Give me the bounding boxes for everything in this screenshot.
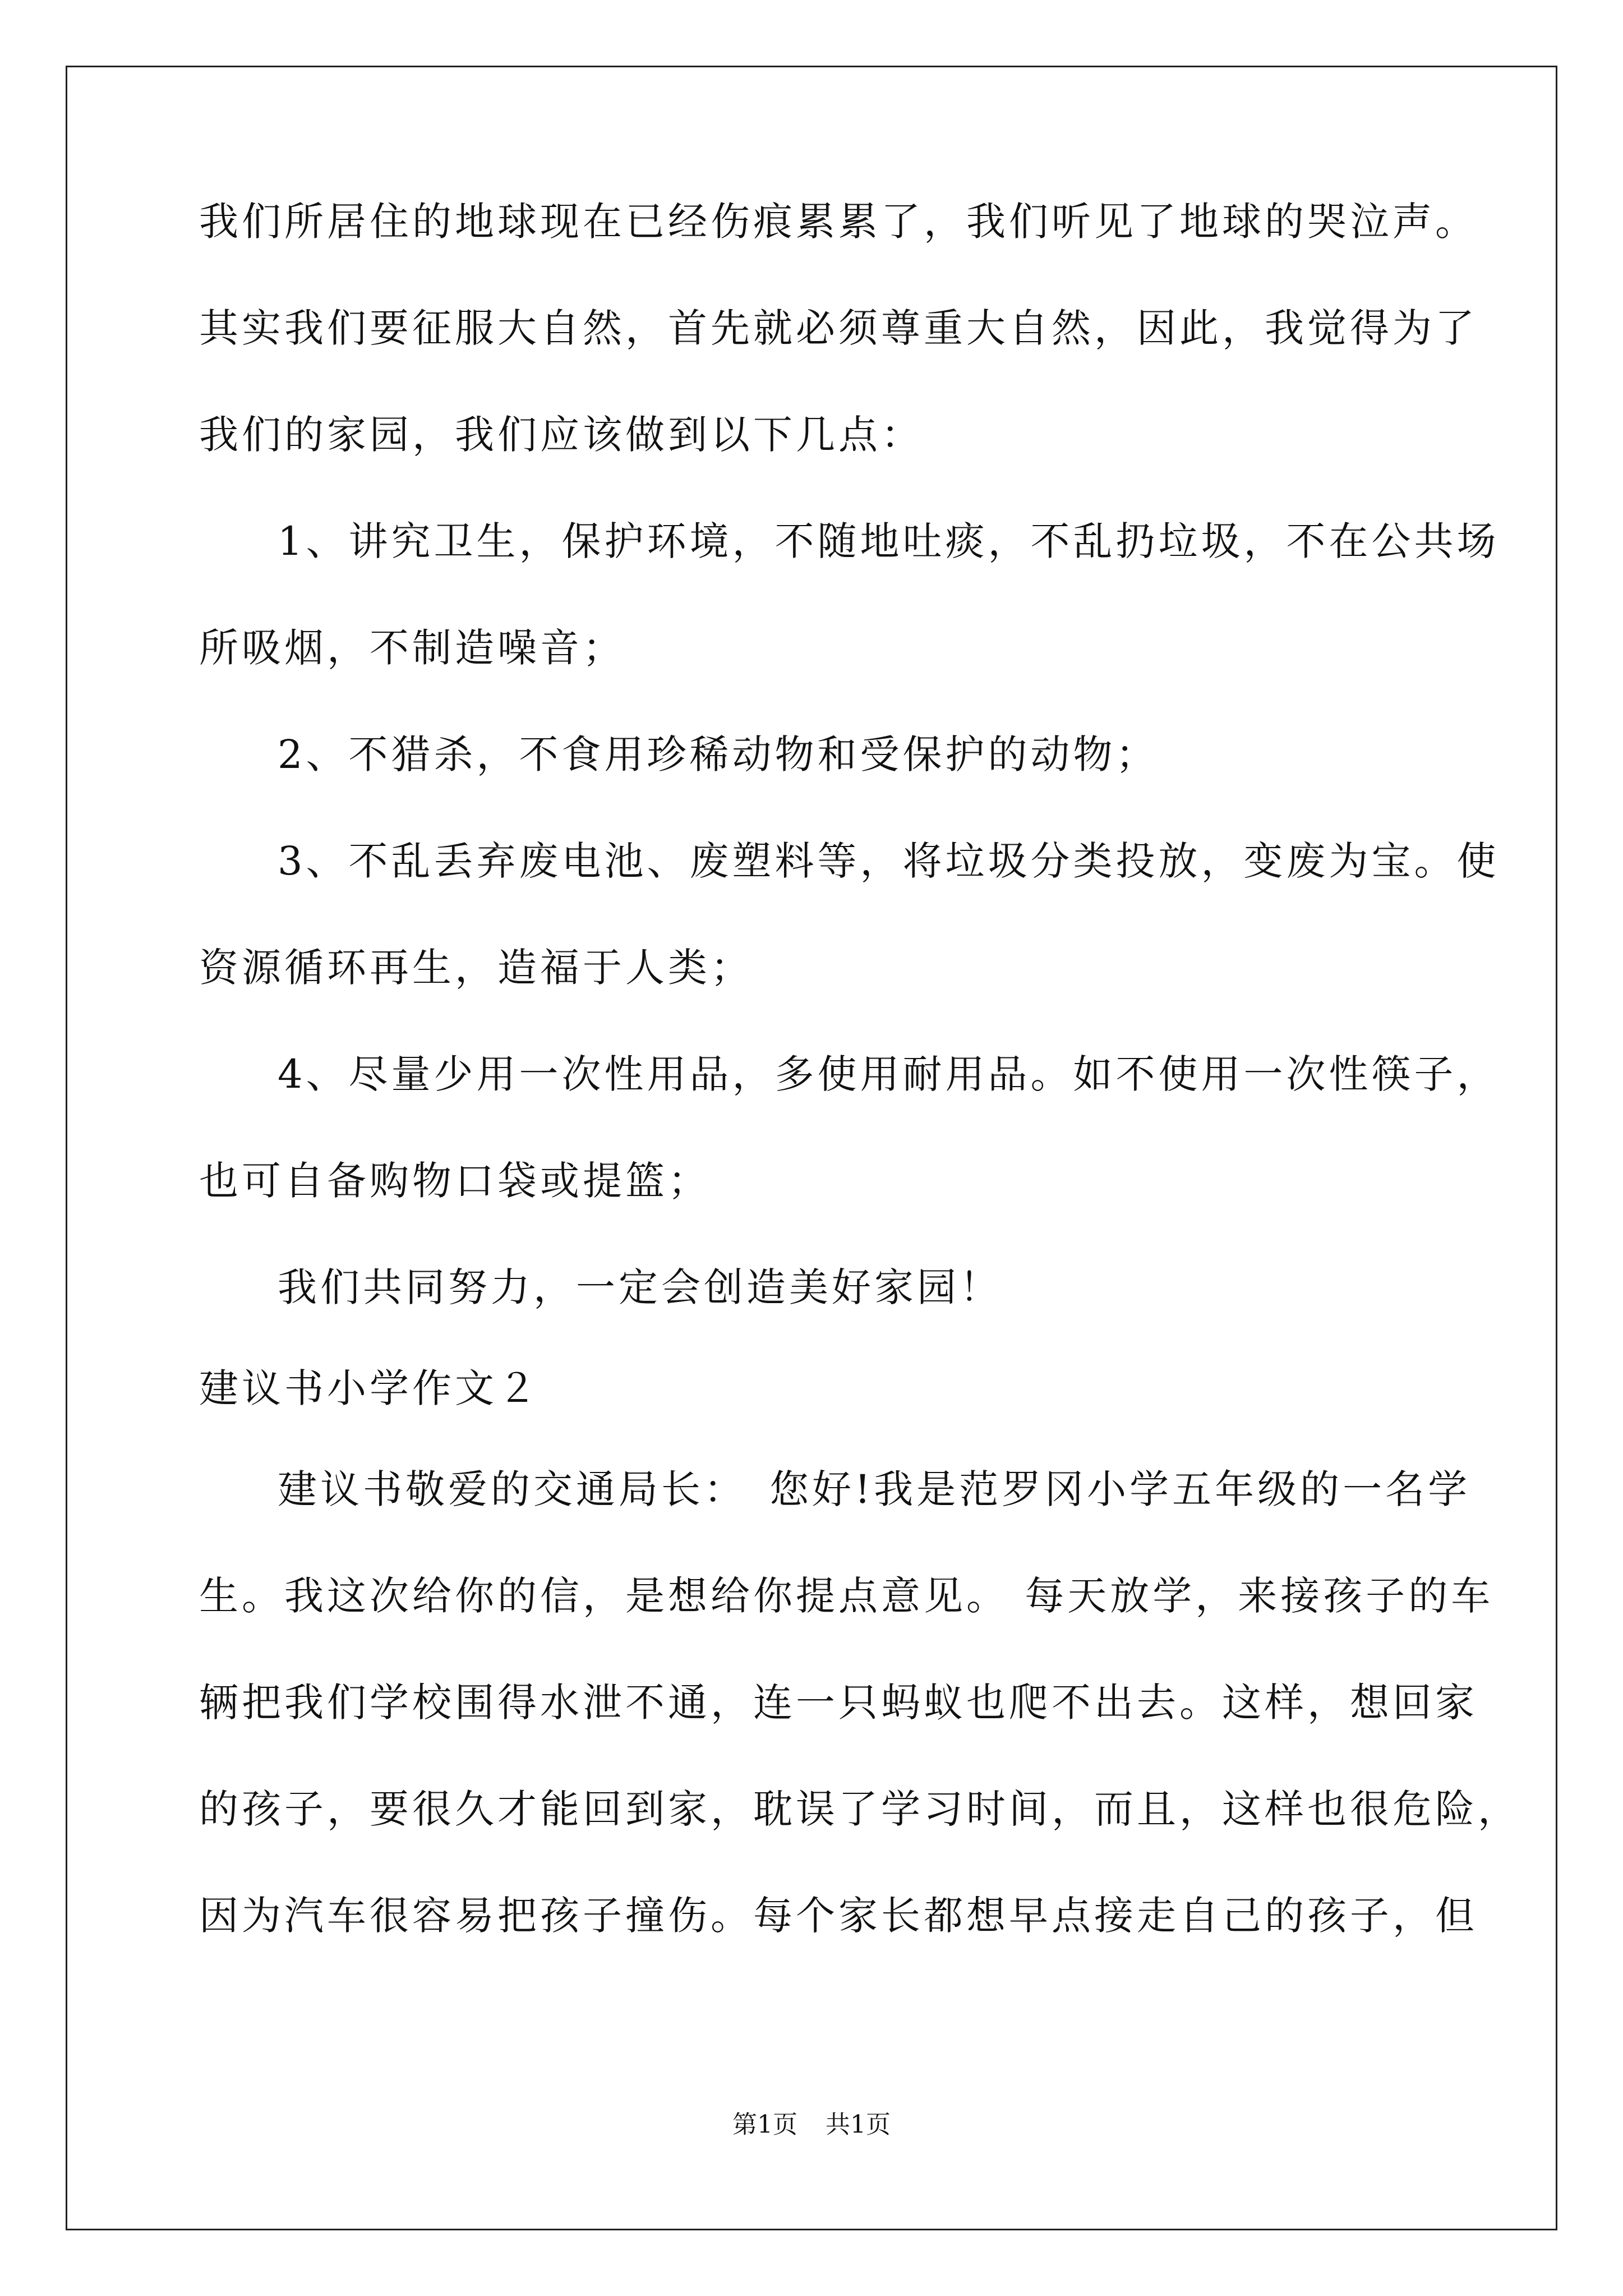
paragraph-line: 我们的家园，我们应该做到以下几点：	[199, 412, 924, 458]
page-footer	[0, 2108, 1623, 2142]
list-item: 2、不猎杀，不食用珍稀动物和受保护的动物；	[278, 731, 1159, 777]
closing-line: 我们共同努力，一定会创造美好家园！	[278, 1264, 1002, 1310]
section-heading: 建议书小学作文２	[199, 1365, 540, 1411]
paragraph-line: 因为汽车很容易把孩子撞伤。每个家长都想早点接走自己的孩子，但	[199, 1893, 1478, 1939]
paragraph-line: 的孩子，要很久才能回到家，耽误了学习时间，而且，这样也很危险，	[199, 1786, 1520, 1832]
list-item-continuation: 也可自备购物口袋或提篮；	[199, 1158, 711, 1204]
list-item-continuation: 所吸烟，不制造噪音；	[199, 625, 625, 671]
list-item: 1、讲究卫生，保护环境，不随地吐痰，不乱扔垃圾，不在公共场	[278, 518, 1500, 564]
paragraph-line: 我们所居住的地球现在已经伤痕累累了，我们听见了地球的哭泣声。	[199, 199, 1478, 245]
page-total: 共1页	[826, 2110, 891, 2139]
paragraph-line: 生。我这次给你的信，是想给你提点意见。 每天放学，来接孩子的车	[199, 1573, 1494, 1619]
page-number: 第1页	[732, 2110, 797, 2139]
paragraph-line: 建议书敬爱的交通局长： 您好!我是范罗冈小学五年级的一名学	[278, 1466, 1471, 1512]
list-item-continuation: 资源循环再生，造福于人类；	[199, 945, 753, 991]
list-item: 3、不乱丢弃废电池、废塑料等，将垃圾分类投放，变废为宝。使	[278, 838, 1500, 884]
list-item: 4、尽量少用一次性用品，多使用耐用品。如不使用一次性筷子，	[278, 1051, 1500, 1097]
document-body	[199, 168, 1520, 1969]
paragraph-line: 辆把我们学校围得水泄不通，连一只蚂蚁也爬不出去。这样，想回家	[199, 1680, 1478, 1726]
paragraph-line: 其实我们要征服大自然，首先就必须尊重大自然，因此，我觉得为了	[199, 305, 1478, 351]
